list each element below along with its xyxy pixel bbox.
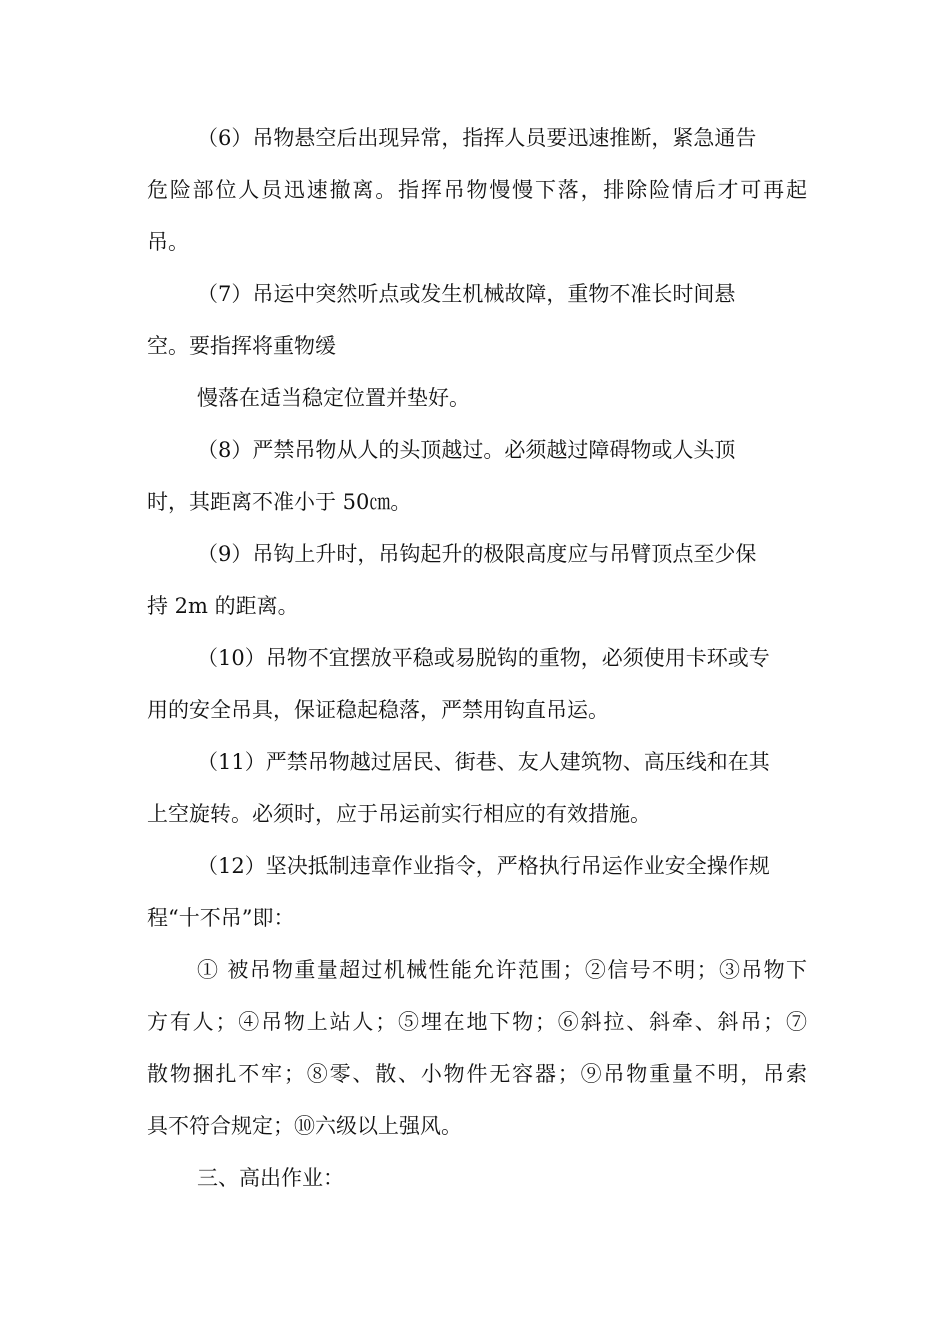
text-line: 时，其距离不准小于 50㎝。 <box>147 490 412 514</box>
text-line: 具不符合规定；⑩六级以上强风。 <box>147 1114 462 1138</box>
text-line: 方有人；④吊物上站人；⑤埋在地下物；⑥斜拉、斜牵、斜吊；⑦ <box>147 1010 807 1034</box>
text-line: 程“十不吊”即： <box>147 906 295 930</box>
text-line: 用的安全吊具，保证稳起稳落，严禁用钩直吊运。 <box>147 698 609 722</box>
text-line: 危险部位人员迅速撤离。指挥吊物慢慢下落，排除险情后才可再起 <box>147 178 807 202</box>
text-line: （8）严禁吊物从人的头顶越过。必须越过障碍物或人头顶 <box>197 438 736 462</box>
text-line: 空。要指挥将重物缓 <box>147 334 336 358</box>
text-line: 持 2m 的距离。 <box>147 594 299 618</box>
section-heading: 三、高出作业： <box>197 1166 344 1190</box>
text-line: 吊。 <box>147 230 189 254</box>
text-line: （11）严禁吊物越过居民、街巷、友人建筑物、高压线和在其 <box>197 750 770 774</box>
text-line: （7）吊运中突然听点或发生机械故障，重物不准长时间悬 <box>197 282 736 306</box>
text-line: （6）吊物悬空后出现异常，指挥人员要迅速推断，紧急通告 <box>197 126 757 150</box>
text-line: 散物捆扎不牢；⑧零、散、小物件无容器；⑨吊物重量不明，吊索 <box>147 1062 807 1086</box>
text-line: （10）吊物不宜摆放平稳或易脱钩的重物，必须使用卡环或专 <box>197 646 770 670</box>
text-line: （12）坚决抵制违章作业指令，严格执行吊运作业安全操作规 <box>197 854 770 878</box>
text-line: （9）吊钩上升时，吊钩起升的极限高度应与吊臂顶点至少保 <box>197 542 757 566</box>
text-line: ① 被吊物重量超过机械性能允许范围；②信号不明；③吊物下 <box>197 958 807 982</box>
text-line: 慢落在适当稳定位置并垫好。 <box>197 386 470 410</box>
text-line: 上空旋转。必须时，应于吊运前实行相应的有效措施。 <box>147 802 651 826</box>
